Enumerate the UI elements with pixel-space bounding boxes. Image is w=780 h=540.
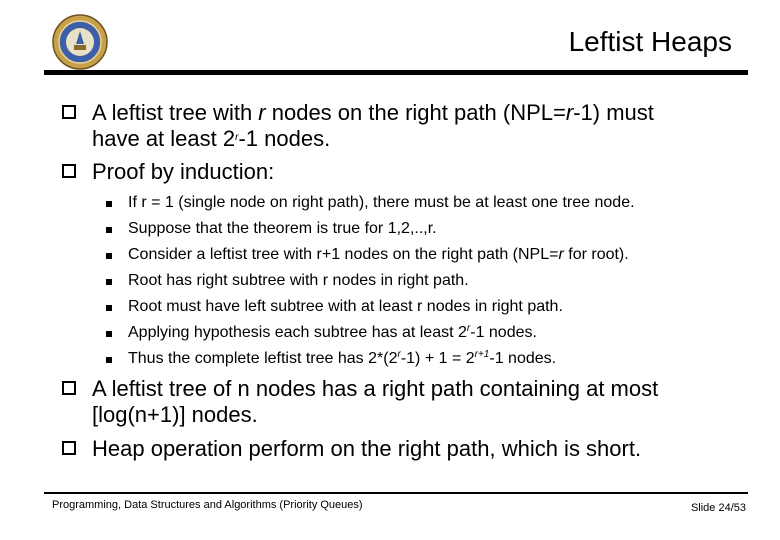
bullet-text: A leftist tree with r nodes on the right path (NPL=r-1) must have at least 2$^r$-1 nodes. (92, 100, 654, 151)
checkbox-bullet-icon (62, 105, 76, 119)
university-seal-icon (52, 14, 108, 70)
footer-divider (44, 492, 748, 494)
checkbox-bullet-icon (62, 441, 76, 455)
checkbox-bullet-icon (62, 164, 76, 178)
bullet-text: Heap operation perform on the right path, which is short. (92, 436, 642, 461)
footer-course-title: Programming, Data Structures and Algorithms (Priority Queues) (52, 499, 363, 511)
footer-slide-number: Slide 24/53 (690, 502, 746, 514)
checkbox-bullet-icon (62, 381, 76, 395)
title-divider (44, 70, 748, 75)
square-bullet-icon (106, 331, 112, 337)
square-bullet-icon (106, 279, 112, 285)
square-bullet-icon (106, 357, 112, 363)
bullet-text: Proof by induction: (92, 159, 275, 184)
bullet-text: A leftist tree of n nodes has a right path containing at most [log(n+1)] nodes. (92, 376, 659, 427)
square-bullet-icon (106, 305, 112, 311)
square-bullet-icon (106, 253, 112, 259)
square-bullet-icon (106, 201, 112, 207)
square-bullet-icon (106, 227, 112, 233)
slide-title: Leftist Heaps (568, 26, 732, 57)
